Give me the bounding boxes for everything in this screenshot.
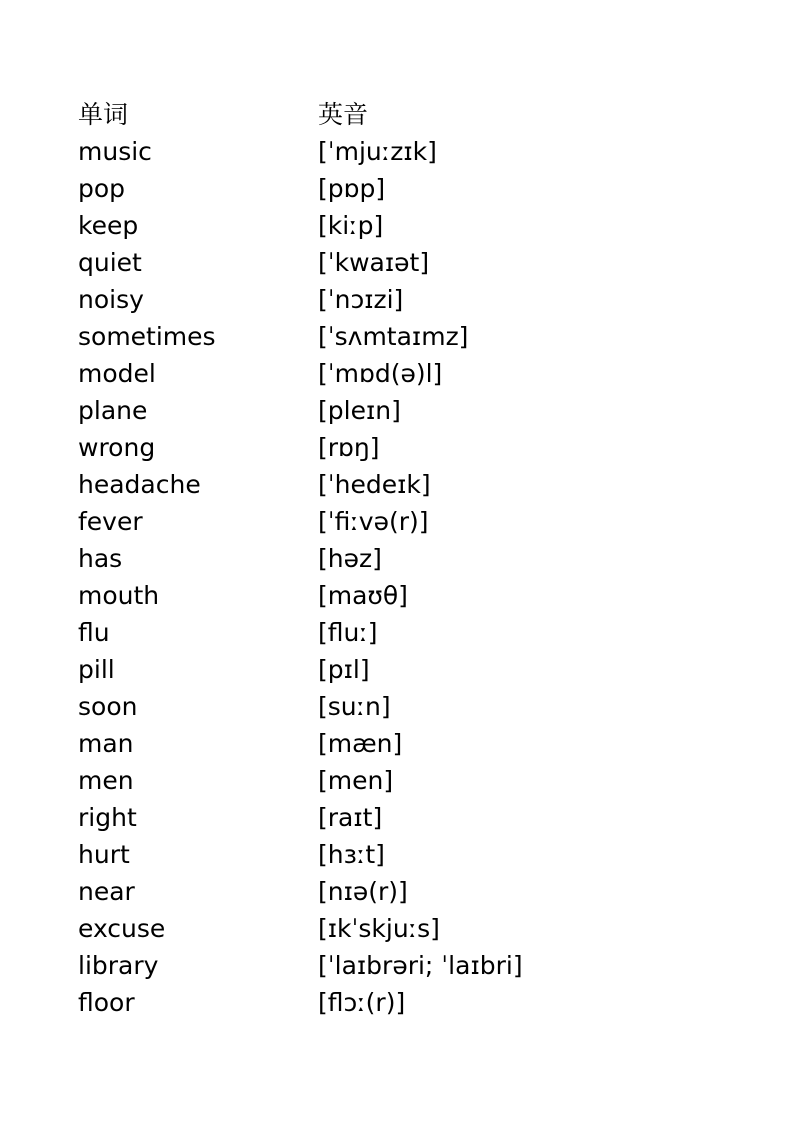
- vocab-ipa: [ˈlaɪbrəri; ˈlaɪbri]: [318, 951, 523, 980]
- table-row: [78, 429, 598, 466]
- vocab-ipa: [həz]: [318, 544, 382, 573]
- vocab-ipa: [nɪə(r)]: [318, 877, 408, 906]
- table-row: [78, 762, 598, 799]
- vocab-ipa: [kiːp]: [318, 211, 384, 240]
- table-row: [78, 281, 598, 318]
- vocab-ipa: [ˈhedeɪk]: [318, 470, 431, 499]
- vocab-word: fever: [78, 507, 143, 536]
- vocab-word: headache: [78, 470, 201, 499]
- vocab-ipa: [ˈsʌmtaɪmz]: [318, 322, 469, 351]
- vocab-word: pill: [78, 655, 115, 684]
- vocab-word: excuse: [78, 914, 166, 943]
- vocab-word: soon: [78, 692, 138, 721]
- table-row: [78, 540, 598, 577]
- table-row: [78, 614, 598, 651]
- vocab-word: plane: [78, 396, 148, 425]
- vocab-word: pop: [78, 174, 126, 203]
- table-row: [78, 355, 598, 392]
- table-row: [78, 244, 598, 281]
- vocab-word: men: [78, 766, 134, 795]
- vocab-word: mouth: [78, 581, 160, 610]
- vocab-ipa: [men]: [318, 766, 394, 795]
- table-body: [78, 133, 598, 1021]
- table-row: [78, 910, 598, 947]
- vocab-word: keep: [78, 211, 139, 240]
- vocab-ipa: [pɪl]: [318, 655, 370, 684]
- table-row: [78, 133, 598, 170]
- vocab-ipa: [ˈkwaɪət]: [318, 248, 430, 277]
- word-column-header: 单词: [78, 100, 129, 129]
- vocab-word: quiet: [78, 248, 142, 277]
- vocab-ipa: [flɔː(r)]: [318, 988, 406, 1017]
- table-row: [78, 688, 598, 725]
- vocab-ipa: [ˈfiːvə(r)]: [318, 507, 429, 536]
- table-row: [78, 318, 598, 355]
- table-row: [78, 577, 598, 614]
- vocab-word: sometimes: [78, 322, 216, 351]
- ipa-column-header: 英音: [318, 100, 369, 129]
- vocab-word: has: [78, 544, 123, 573]
- vocab-ipa: [suːn]: [318, 692, 391, 721]
- vocab-word: man: [78, 729, 134, 758]
- table-row: [78, 466, 598, 503]
- vocab-word: noisy: [78, 285, 144, 314]
- vocab-ipa: [pɒp]: [318, 174, 386, 203]
- table-row: [78, 392, 598, 429]
- vocab-ipa: [mæn]: [318, 729, 403, 758]
- vocab-word: wrong: [78, 433, 156, 462]
- table-row: [78, 503, 598, 540]
- table-row: [78, 170, 598, 207]
- table-row: [78, 984, 598, 1021]
- vocab-ipa: [hɜːt]: [318, 840, 385, 869]
- table-row: [78, 651, 598, 688]
- vocab-word: model: [78, 359, 156, 388]
- vocabulary-table: [78, 96, 598, 1021]
- table-row: [78, 873, 598, 910]
- vocab-ipa: [ɪkˈskjuːs]: [318, 914, 440, 943]
- vocab-word: right: [78, 803, 137, 832]
- vocab-ipa: [raɪt]: [318, 803, 383, 832]
- vocab-word: hurt: [78, 840, 130, 869]
- vocab-word: flu: [78, 618, 110, 647]
- vocab-ipa: [pleɪn]: [318, 396, 401, 425]
- vocab-word: music: [78, 137, 152, 166]
- table-row: [78, 799, 598, 836]
- vocab-ipa: [rɒŋ]: [318, 433, 380, 462]
- table-row: [78, 836, 598, 873]
- vocab-ipa: [ˈnɔɪzi]: [318, 285, 404, 314]
- vocab-ipa: [ˈmjuːzɪk]: [318, 137, 437, 166]
- vocab-word: floor: [78, 988, 135, 1017]
- table-header-row: [78, 96, 598, 133]
- vocab-word: library: [78, 951, 159, 980]
- vocab-ipa: [fluː]: [318, 618, 378, 647]
- vocab-ipa: [maʊθ]: [318, 581, 408, 610]
- vocab-word: near: [78, 877, 135, 906]
- table-row: [78, 725, 598, 762]
- table-row: [78, 947, 598, 984]
- vocab-ipa: [ˈmɒd(ə)l]: [318, 359, 443, 388]
- table-row: [78, 207, 598, 244]
